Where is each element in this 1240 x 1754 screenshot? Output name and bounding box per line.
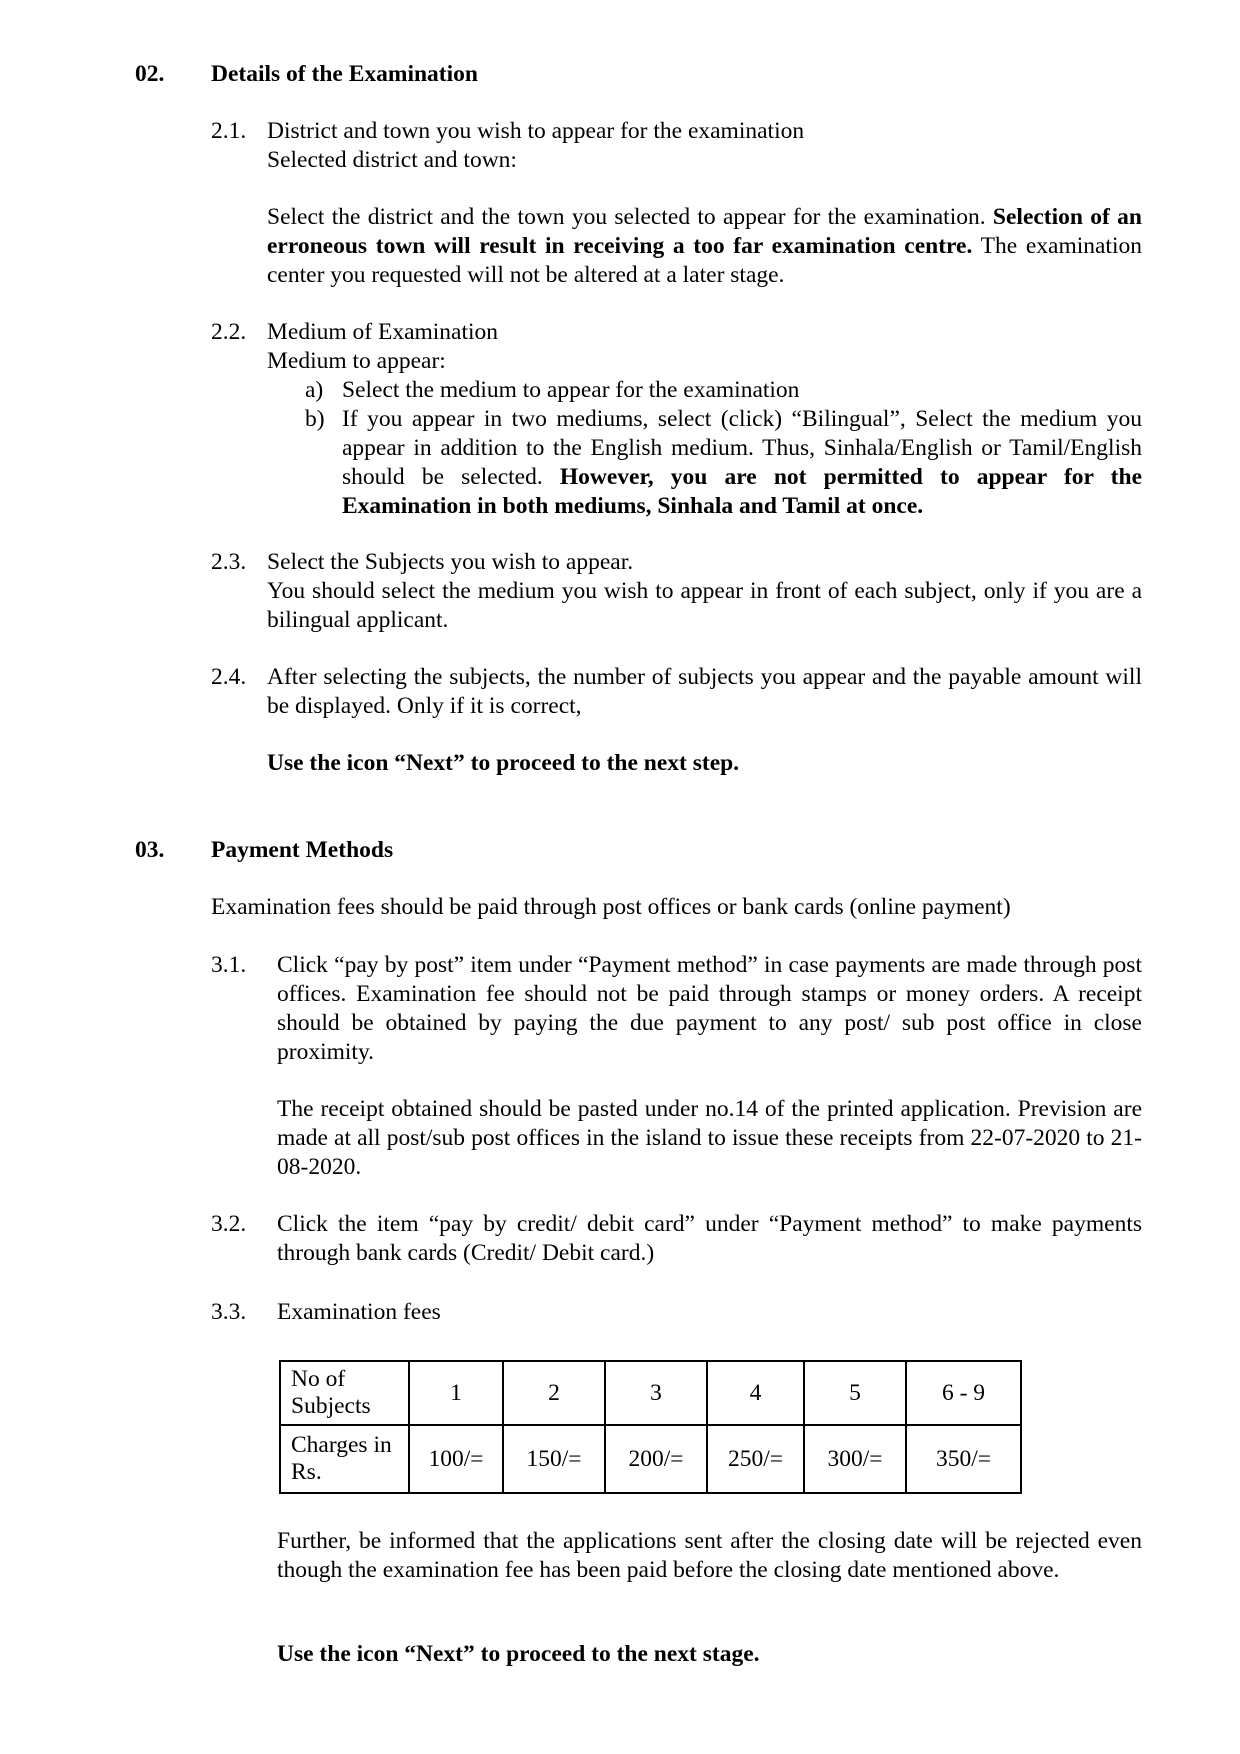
section-03-number: 03. <box>135 837 165 863</box>
item-2-1-para-normal: Select the district and the town you selected to appear for the examination. <box>267 204 993 230</box>
fee-table-charges-cell: 200/= <box>605 1425 707 1493</box>
item-2-4-instruction: Use the icon “Next” to proceed to the next step. <box>267 750 740 776</box>
item-2-2-a-text: Select the medium to appear for the examination <box>342 377 800 403</box>
item-2-1-number: 2.1. <box>211 118 247 144</box>
fee-table-subjects-cell: 4 <box>707 1361 804 1425</box>
fee-table-charges-cell: 300/= <box>804 1425 906 1493</box>
fee-table-charges-row <box>280 1425 1021 1493</box>
fee-table-subjects-cell: 3 <box>605 1361 707 1425</box>
item-2-1-line1: District and town you wish to appear for the examination <box>267 118 805 144</box>
item-3-2-paragraph: Click the item “pay by credit/ debit card” under “Payment method” to make payments through bank cards (Credit/ Debit card.) <box>277 1211 1142 1266</box>
item-2-3-line1: Select the Subjects you wish to appear. <box>267 549 634 575</box>
item-3-1-number: 3.1. <box>211 952 247 978</box>
fee-table-subjects-cell: 1 <box>409 1361 503 1425</box>
item-2-4-number: 2.4. <box>211 664 247 690</box>
item-2-1-paragraph <box>267 203 1142 290</box>
fee-table-subjects-header: No of Subjects <box>280 1361 409 1425</box>
item-2-2-line2: Medium to appear: <box>267 348 446 374</box>
item-2-1-line2: Selected district and town: <box>267 147 517 173</box>
item-2-3-number: 2.3. <box>211 549 247 575</box>
section-02-number: 02. <box>135 61 165 87</box>
item-2-1-block <box>267 117 1142 175</box>
item-2-2-b-paragraph <box>342 405 1142 521</box>
fee-table-subjects-cell: 2 <box>503 1361 605 1425</box>
item-2-2-line1: Medium of Examination <box>267 319 499 345</box>
item-2-2-b-marker: b) <box>305 406 325 432</box>
item-3-1-paragraph-2: The receipt obtained should be pasted under no.14 of the printed application. Prevision are made at all post/sub post offices in the island to issue these receipts from 22-07-2020 to 21-08-2020. <box>277 1096 1142 1180</box>
item-3-2-number: 3.2. <box>211 1211 247 1237</box>
item-2-2-block <box>267 318 1142 376</box>
item-2-2-a-marker: a) <box>305 377 324 403</box>
fee-table <box>279 1360 1022 1494</box>
fee-table-charges-cell: 100/= <box>409 1425 503 1493</box>
fee-table-charges-header: Charges in Rs. <box>280 1425 409 1493</box>
item-2-3-paragraph: You should select the medium you wish to appear in front of each subject, only if you are a bilingual applicant. <box>267 578 1142 633</box>
item-2-4-paragraph: After selecting the subjects, the number of subjects you appear and the payable amount will be displayed. Only if it is correct, <box>267 664 1142 719</box>
item-2-2-number: 2.2. <box>211 319 247 345</box>
item-3-3-label: Examination fees <box>277 1299 441 1325</box>
section-03-intro: Examination fees should be paid through post offices or bank cards (online payment) <box>211 894 1011 920</box>
section-02-title: Details of the Examination <box>211 61 478 87</box>
fee-table-subjects-cell: 5 <box>804 1361 906 1425</box>
item-2-1-para-tail: The examination center you requested will not be altered at a later stage. <box>267 233 1142 288</box>
fee-table-charges-cell: 150/= <box>503 1425 605 1493</box>
fee-table-subjects-cell: 6 - 9 <box>906 1361 1021 1425</box>
item-2-1-para-bold: Selection of an erroneous town will result in receiving a too far examination centre. <box>267 204 1142 259</box>
item-3-3-note: Further, be informed that the applications sent after the closing date will be rejected even though the examination fee has been paid before the closing date mentioned above. <box>277 1528 1142 1583</box>
item-3-3-number: 3.3. <box>211 1299 247 1325</box>
section-03-title: Payment Methods <box>211 837 394 863</box>
item-2-2-b-bold: However, you are not permitted to appear for the Examination in both mediums, Sinhala and Tamil at once. <box>342 464 1143 519</box>
fee-table-charges-cell: 250/= <box>707 1425 804 1493</box>
item-3-1-paragraph-1: Click “pay by post” item under “Payment method” in case payments are made through post offices. Examination fee should not be paid through stamps or money orders. A receipt should be obtained by paying the due payment to any post/ sub post office in close proximity. <box>277 952 1142 1065</box>
fee-table-subjects-row <box>280 1361 1021 1425</box>
fee-table-charges-cell: 350/= <box>906 1425 1021 1493</box>
item-3-3-instruction: Use the icon “Next” to proceed to the next stage. <box>277 1641 760 1667</box>
item-2-2-b-normal: If you appear in two mediums, select (click) “Bilingual”, Select the medium you appear in addition to the English medium. Thus, Sinhala/English or Tamil/English should be selected. <box>342 406 1142 490</box>
